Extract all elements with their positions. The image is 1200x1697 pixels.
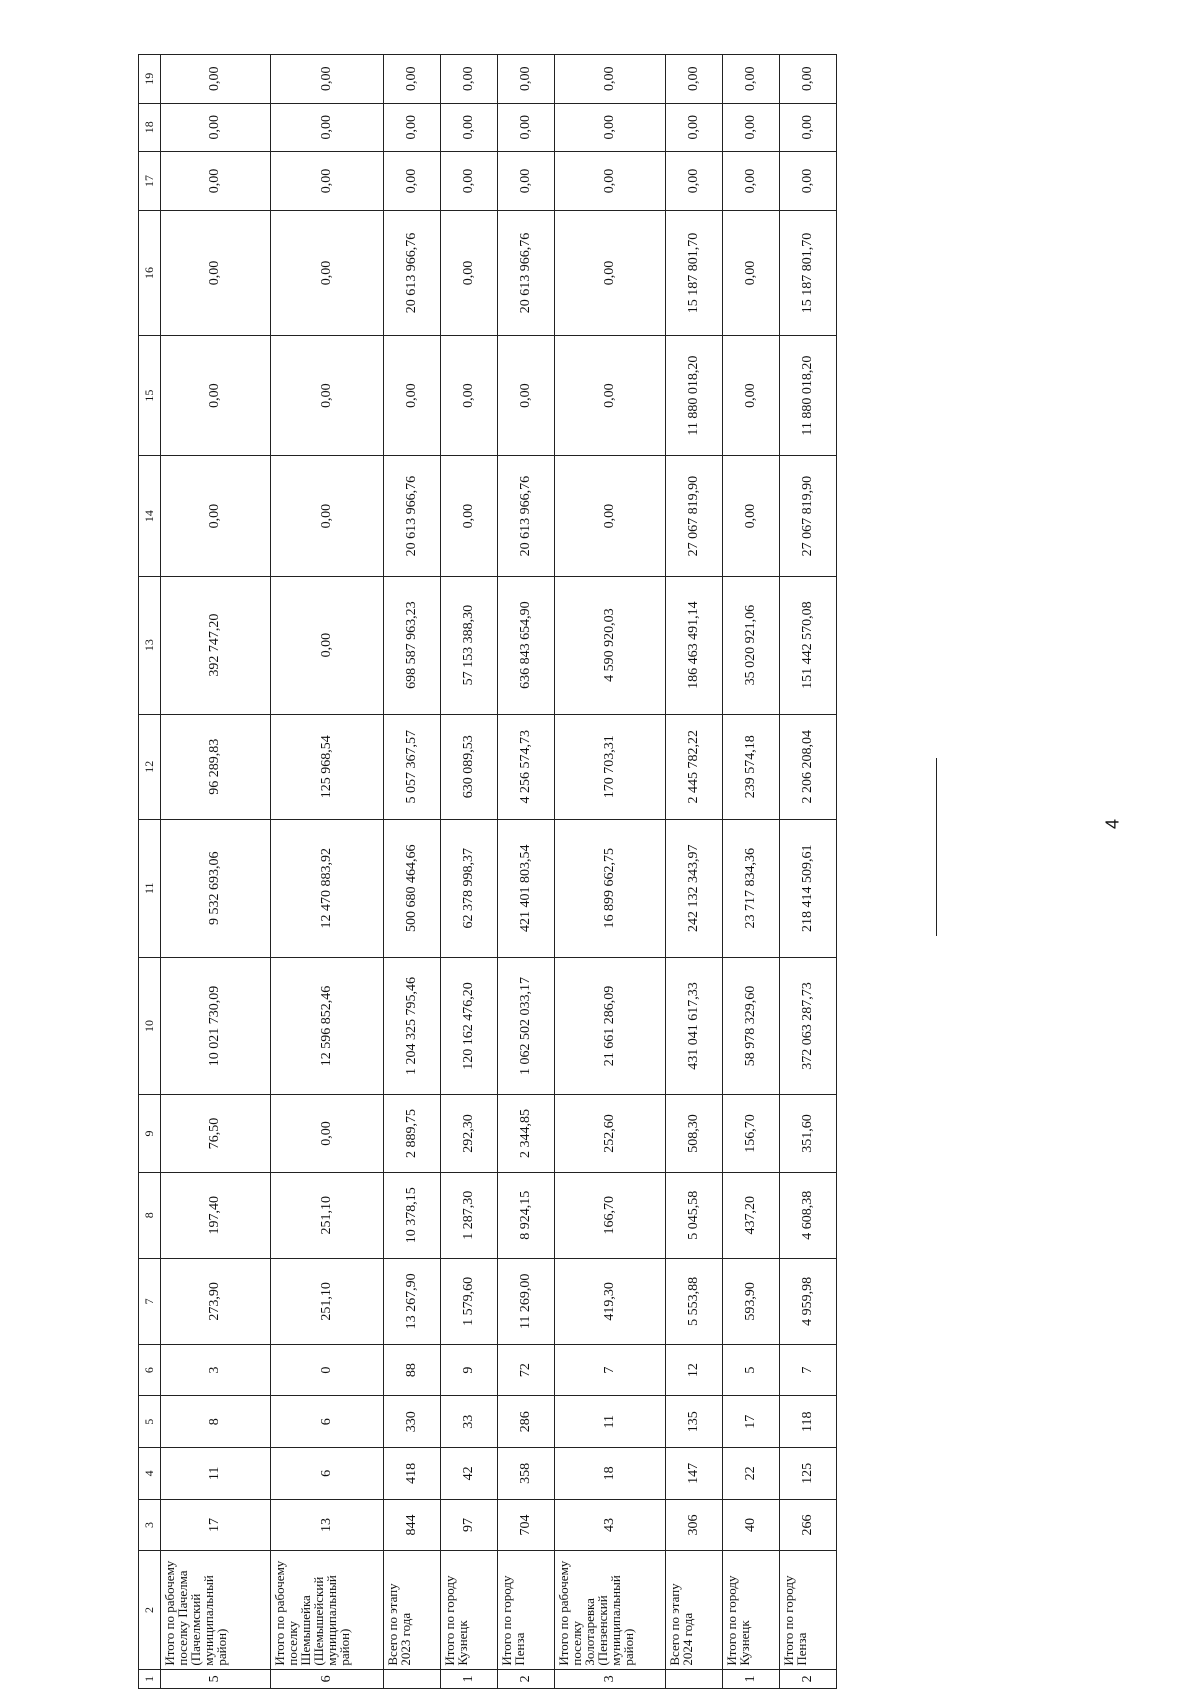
table-row [555, 55, 666, 1689]
table-cell: 15 187 801,70 [665, 211, 722, 336]
table-row [665, 55, 722, 1689]
table-cell: 10 378,15 [384, 1172, 441, 1258]
table-cell: 266 [779, 1499, 836, 1551]
table-cell: 135 [665, 1396, 722, 1448]
table-cell: 593,90 [722, 1258, 779, 1344]
table-cell: 0,00 [271, 151, 384, 210]
table-cell: 8 [160, 1396, 271, 1448]
table-cell: 17 [722, 1396, 779, 1448]
table-cell: 698 587 963,23 [384, 576, 441, 714]
table-cell: 0,00 [271, 103, 384, 151]
table-cell: 2 [498, 1669, 555, 1688]
column-number-cell: 14 [139, 456, 161, 576]
table-cell: 0,00 [160, 456, 271, 576]
table-cell: 15 187 801,70 [779, 211, 836, 336]
table-cell: 0,00 [498, 103, 555, 151]
table-cell: 306 [665, 1499, 722, 1551]
table-cell: 35 020 921,06 [722, 576, 779, 714]
table-cell: 251,10 [271, 1172, 384, 1258]
table-cell: 2 344,85 [498, 1095, 555, 1172]
column-number-cell: 17 [139, 151, 161, 210]
row-label-cell: Итого по городу Пенза [498, 1551, 555, 1669]
table-cell: 4 608,38 [779, 1172, 836, 1258]
table-cell: 273,90 [160, 1258, 271, 1344]
table-cell: 2 445 782,22 [665, 714, 722, 819]
table-cell: 0,00 [160, 335, 271, 455]
column-number-cell: 19 [139, 55, 161, 104]
table-row [160, 55, 271, 1689]
table-row [271, 55, 384, 1689]
table-cell: 9 [441, 1344, 498, 1396]
table-cell: 3 [555, 1669, 666, 1688]
table-cell: 358 [498, 1448, 555, 1500]
table-cell: 9 532 693,06 [160, 819, 271, 957]
table-cell: 4 590 920,03 [555, 576, 666, 714]
table-cell: 20 613 966,76 [498, 211, 555, 336]
table-cell: 0,00 [722, 55, 779, 104]
table-cell: 351,60 [779, 1095, 836, 1172]
table-header-row [139, 55, 161, 1689]
table-cell: 76,50 [160, 1095, 271, 1172]
table-cell: 0,00 [441, 103, 498, 151]
table-cell: 418 [384, 1448, 441, 1500]
table-cell: 118 [779, 1396, 836, 1448]
table-cell: 16 899 662,75 [555, 819, 666, 957]
table-cell: 21 661 286,09 [555, 957, 666, 1095]
table-cell: 11 880 018,20 [779, 335, 836, 455]
table-cell: 7 [779, 1344, 836, 1396]
table-cell: 437,20 [722, 1172, 779, 1258]
table-cell: 0,00 [779, 55, 836, 104]
table-cell: 704 [498, 1499, 555, 1551]
table-cell: 0,00 [384, 55, 441, 104]
table-cell: 0,00 [160, 55, 271, 104]
table-cell: 27 067 819,90 [665, 456, 722, 576]
row-label-cell: Итого по рабочему поселку Пачелма (Пачелмский муниципальный район) [160, 1551, 271, 1669]
footer-divider [936, 758, 937, 936]
table-cell: 72 [498, 1344, 555, 1396]
table-cell: 6 [271, 1669, 384, 1688]
table-cell: 330 [384, 1396, 441, 1448]
table-cell [384, 1669, 441, 1688]
table-cell: 10 021 730,09 [160, 957, 271, 1095]
column-number-cell: 3 [139, 1499, 161, 1551]
table-cell: 0,00 [722, 211, 779, 336]
column-number-cell: 2 [139, 1551, 161, 1669]
table-cell: 58 978 329,60 [722, 957, 779, 1095]
table-container [138, 54, 837, 1689]
table-cell: 125 [779, 1448, 836, 1500]
column-number-cell: 11 [139, 819, 161, 957]
column-number-cell: 6 [139, 1344, 161, 1396]
table-cell: 186 463 491,14 [665, 576, 722, 714]
table-cell: 0,00 [722, 103, 779, 151]
table-cell: 6 [271, 1396, 384, 1448]
table-cell: 0,00 [555, 151, 666, 210]
table-cell: 0,00 [441, 335, 498, 455]
table-cell: 11 [160, 1448, 271, 1500]
table-cell: 0,00 [160, 211, 271, 336]
table-cell: 20 613 966,76 [384, 211, 441, 336]
table-cell: 636 843 654,90 [498, 576, 555, 714]
table-row [498, 55, 555, 1689]
table-cell: 5 553,88 [665, 1258, 722, 1344]
table-cell: 500 680 464,66 [384, 819, 441, 957]
table-cell: 147 [665, 1448, 722, 1500]
table-cell: 392 747,20 [160, 576, 271, 714]
table-cell: 6 [271, 1448, 384, 1500]
table-cell: 11 269,00 [498, 1258, 555, 1344]
table-cell: 57 153 388,30 [441, 576, 498, 714]
column-number-cell: 1 [139, 1669, 161, 1688]
column-number-cell: 16 [139, 211, 161, 336]
table-cell [665, 1669, 722, 1688]
table-cell: 630 089,53 [441, 714, 498, 819]
table-cell: 0,00 [722, 456, 779, 576]
table-cell: 42 [441, 1448, 498, 1500]
table-cell: 0,00 [779, 151, 836, 210]
table-cell: 0,00 [441, 211, 498, 336]
table-cell: 2 206 208,04 [779, 714, 836, 819]
table-cell: 0,00 [498, 55, 555, 104]
table-cell: 0,00 [384, 151, 441, 210]
table-cell: 12 [665, 1344, 722, 1396]
table-cell: 286 [498, 1396, 555, 1448]
table-cell: 0,00 [271, 55, 384, 104]
column-number-cell: 15 [139, 335, 161, 455]
table-cell: 27 067 819,90 [779, 456, 836, 576]
data-table [138, 54, 837, 1689]
column-number-cell: 7 [139, 1258, 161, 1344]
table-cell: 0,00 [441, 55, 498, 104]
table-cell: 170 703,31 [555, 714, 666, 819]
table-cell: 2 [779, 1669, 836, 1688]
table-cell: 151 442 570,08 [779, 576, 836, 714]
table-cell: 844 [384, 1499, 441, 1551]
table-cell: 0,00 [665, 151, 722, 210]
table-cell: 5 057 367,57 [384, 714, 441, 819]
table-cell: 1 579,60 [441, 1258, 498, 1344]
table-cell: 20 613 966,76 [384, 456, 441, 576]
table-cell: 1 204 325 795,46 [384, 957, 441, 1095]
table-cell: 5 [160, 1669, 271, 1688]
table-row [779, 55, 836, 1689]
table-cell: 97 [441, 1499, 498, 1551]
table-cell: 88 [384, 1344, 441, 1396]
table-cell: 1 [441, 1669, 498, 1688]
table-cell: 120 162 476,20 [441, 957, 498, 1095]
table-cell: 13 [271, 1499, 384, 1551]
table-cell: 40 [722, 1499, 779, 1551]
table-cell: 0,00 [441, 151, 498, 210]
table-cell: 292,30 [441, 1095, 498, 1172]
page-number: 4 [1102, 818, 1123, 830]
table-cell: 0 [271, 1344, 384, 1396]
row-label-cell: Итого по рабочему поселку Шемышейка (Шемышейский муниципальный район) [271, 1551, 384, 1669]
table-cell: 17 [160, 1499, 271, 1551]
table-cell: 18 [555, 1448, 666, 1500]
column-number-cell: 10 [139, 957, 161, 1095]
table-cell: 508,30 [665, 1095, 722, 1172]
row-label-cell: Итого по рабочему поселку Золотаревка (Пензенский муниципальный район) [555, 1551, 666, 1669]
table-cell: 0,00 [555, 335, 666, 455]
table-cell: 421 401 803,54 [498, 819, 555, 957]
table-cell: 11 880 018,20 [665, 335, 722, 455]
table-cell: 4 959,98 [779, 1258, 836, 1344]
table-cell: 5 045,58 [665, 1172, 722, 1258]
table-cell: 3 [160, 1344, 271, 1396]
table-cell: 0,00 [555, 103, 666, 151]
table-cell: 242 132 343,97 [665, 819, 722, 957]
table-cell: 11 [555, 1396, 666, 1448]
column-number-cell: 13 [139, 576, 161, 714]
table-cell: 431 041 617,33 [665, 957, 722, 1095]
column-number-cell: 9 [139, 1095, 161, 1172]
table-cell: 252,60 [555, 1095, 666, 1172]
table-row [384, 55, 441, 1689]
column-number-cell: 12 [139, 714, 161, 819]
table-cell: 0,00 [722, 335, 779, 455]
table-cell: 2 889,75 [384, 1095, 441, 1172]
table-cell: 0,00 [441, 456, 498, 576]
table-cell: 156,70 [722, 1095, 779, 1172]
table-cell: 22 [722, 1448, 779, 1500]
table-cell: 8 924,15 [498, 1172, 555, 1258]
table-cell: 239 574,18 [722, 714, 779, 819]
table-cell: 0,00 [271, 1095, 384, 1172]
table-cell: 419,30 [555, 1258, 666, 1344]
table-row [441, 55, 498, 1689]
table-cell: 12 596 852,46 [271, 957, 384, 1095]
column-number-cell: 5 [139, 1396, 161, 1448]
column-number-cell: 8 [139, 1172, 161, 1258]
table-cell: 0,00 [722, 151, 779, 210]
row-label-cell: Итого по городу Пенза [779, 1551, 836, 1669]
table-cell: 1 [722, 1669, 779, 1688]
table-cell: 13 267,90 [384, 1258, 441, 1344]
table-cell: 125 968,54 [271, 714, 384, 819]
table-cell: 0,00 [555, 456, 666, 576]
table-cell: 12 470 883,92 [271, 819, 384, 957]
table-cell: 0,00 [779, 103, 836, 151]
table-cell: 0,00 [271, 576, 384, 714]
table-cell: 251,10 [271, 1258, 384, 1344]
column-number-cell: 18 [139, 103, 161, 151]
table-cell: 0,00 [160, 151, 271, 210]
table-cell: 5 [722, 1344, 779, 1396]
table-cell: 0,00 [555, 211, 666, 336]
table-cell: 0,00 [160, 103, 271, 151]
table-cell: 166,70 [555, 1172, 666, 1258]
table-cell: 7 [555, 1344, 666, 1396]
table-cell: 0,00 [384, 335, 441, 455]
table-cell: 0,00 [498, 151, 555, 210]
row-label-cell: Итого по городу Кузнецк [441, 1551, 498, 1669]
table-cell: 23 717 834,36 [722, 819, 779, 957]
table-cell: 1 062 502 033,17 [498, 957, 555, 1095]
table-cell: 33 [441, 1396, 498, 1448]
table-cell: 372 063 287,73 [779, 957, 836, 1095]
table-cell: 0,00 [271, 335, 384, 455]
table-cell: 0,00 [271, 456, 384, 576]
table-cell: 0,00 [555, 55, 666, 104]
table-cell: 0,00 [384, 103, 441, 151]
table-cell: 43 [555, 1499, 666, 1551]
table-cell: 0,00 [665, 55, 722, 104]
table-cell: 0,00 [498, 335, 555, 455]
table-cell: 20 613 966,76 [498, 456, 555, 576]
table-cell: 1 287,30 [441, 1172, 498, 1258]
row-label-cell: Итого по городу Кузнецк [722, 1551, 779, 1669]
table-row [722, 55, 779, 1689]
column-number-cell: 4 [139, 1448, 161, 1500]
table-cell: 197,40 [160, 1172, 271, 1258]
table-cell: 0,00 [271, 211, 384, 336]
table-cell: 96 289,83 [160, 714, 271, 819]
table-cell: 4 256 574,73 [498, 714, 555, 819]
table-cell: 0,00 [665, 103, 722, 151]
table-cell: 62 378 998,37 [441, 819, 498, 957]
row-label-cell: Всего по этапу 2024 года [665, 1551, 722, 1669]
row-label-cell: Всего по этапу 2023 года [384, 1551, 441, 1669]
table-cell: 218 414 509,61 [779, 819, 836, 957]
